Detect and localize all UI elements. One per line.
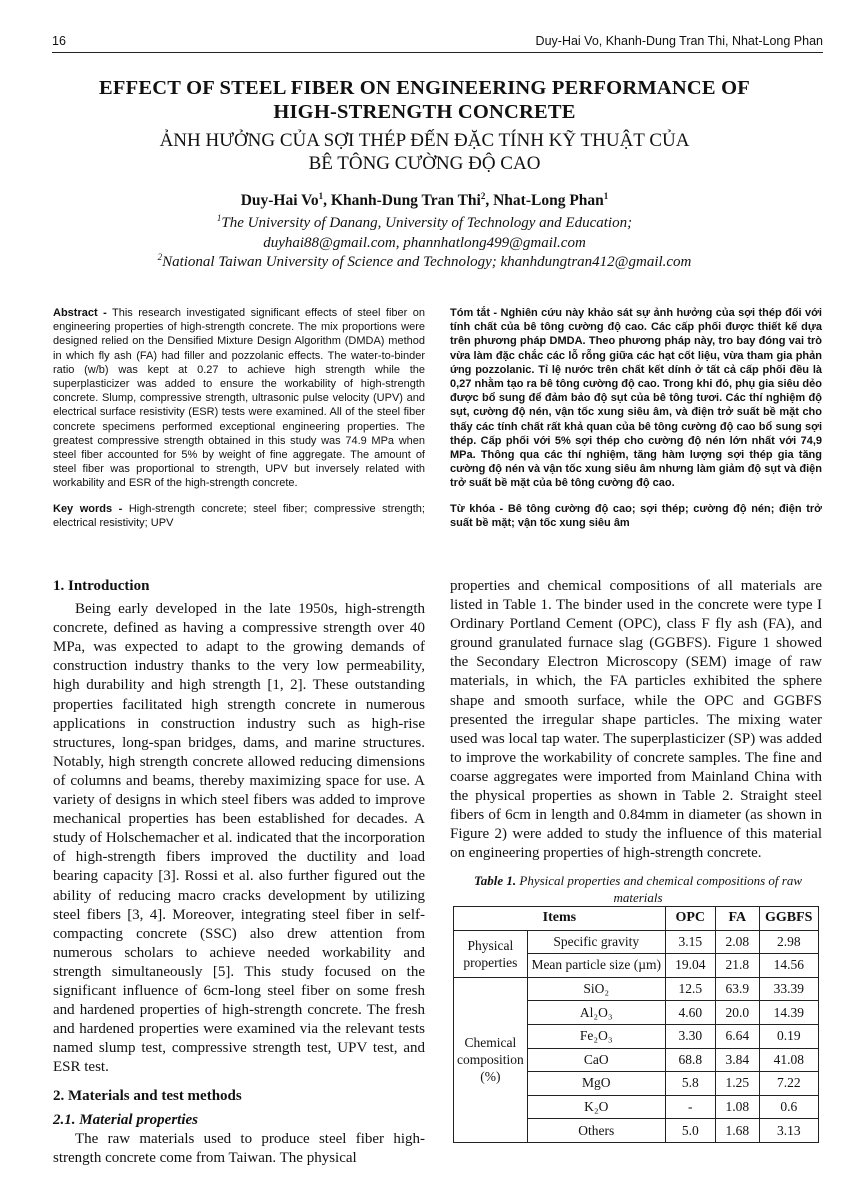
table-row bbox=[454, 977, 819, 1001]
header-rule bbox=[52, 52, 823, 53]
right-column-paragraph: properties and chemical compositions of all materials are listed in Table 1. The binder used in the concrete were type I Ordinary Portland Cement (OPC), class F fly ash (FA), and ground granulated furnace slag (GGBFS). Figure 1 showed the Secondary Electron Microscopy (SEM) image of raw materials, in which, the FA particles exhibited the sphere shape and smooth surface, while the OPC and GGBFS presented the irregular shape particles. The mixing water used was local tap water. The superplasticizer (SP) was added to improve the workability of concrete samples. The fine and coarse aggregates were imported from Mainland China with the physical properties as shown in Table 2. Straight steel fibers of 6cm in length and 0.84mm in diameter (as shown in Figure 2) were added to study the influence of this material on engineering properties of high-strength concrete. bbox=[450, 578, 822, 862]
abstract-vietnamese bbox=[450, 306, 822, 530]
cell-fa: 20.0 bbox=[715, 1001, 759, 1025]
running-head: Duy-Hai Vo, Khanh-Dung Tran Thi, Nhat-Long Phan bbox=[535, 34, 823, 48]
page-header bbox=[52, 34, 823, 52]
group-physical: Physical properties bbox=[454, 930, 528, 977]
cell-opc: 4.60 bbox=[665, 1001, 715, 1025]
cell-opc: 12.5 bbox=[665, 977, 715, 1001]
header-ggbfs: GGBFS bbox=[759, 907, 818, 931]
row-item: Others bbox=[527, 1119, 665, 1143]
author-1: Duy-Hai Vo bbox=[240, 192, 319, 209]
cell-ggbfs: 3.13 bbox=[759, 1119, 818, 1143]
cell-fa: 3.84 bbox=[715, 1048, 759, 1072]
header-fa: FA bbox=[715, 907, 759, 931]
abstract-english bbox=[53, 306, 425, 530]
row-item: K₂O bbox=[527, 1095, 665, 1119]
header-items: Items bbox=[454, 907, 666, 931]
cell-opc: 3.15 bbox=[665, 930, 715, 954]
section-1-title: 1. Introduction bbox=[53, 578, 150, 594]
row-item: Specific gravity bbox=[527, 930, 665, 954]
tom-tat-label: Tóm tắt - bbox=[450, 307, 498, 319]
cell-ggbfs: 41.08 bbox=[759, 1048, 818, 1072]
cell-ggbfs: 7.22 bbox=[759, 1072, 818, 1096]
cell-ggbfs: 0.19 bbox=[759, 1024, 818, 1048]
cell-ggbfs: 0.6 bbox=[759, 1095, 818, 1119]
cell-opc: 19.04 bbox=[665, 954, 715, 978]
group-chemical: Chemical composition (%) bbox=[454, 977, 528, 1142]
table-row bbox=[454, 930, 819, 954]
right-column bbox=[450, 577, 822, 863]
author-2: Khanh-Dung Tran Thi bbox=[330, 192, 481, 209]
row-item: MgO bbox=[527, 1072, 665, 1096]
author-list: Duy-Hai Vo$^1$, Khanh-Dung Tran Thi$^2$, Nhat-Long Phan$^1$ bbox=[240, 190, 609, 209]
cell-fa: 2.08 bbox=[715, 930, 759, 954]
table-1 bbox=[453, 906, 819, 1143]
cell-fa: 63.9 bbox=[715, 977, 759, 1001]
header-opc: OPC bbox=[665, 907, 715, 931]
row-item: Al₂O₃ bbox=[527, 1001, 665, 1025]
affiliation-1-emails: duyhai88@gmail.com, phannhatlong499@gmail.com bbox=[263, 234, 586, 251]
abstract-label: Abstract - bbox=[53, 307, 107, 319]
cell-fa: 21.8 bbox=[715, 954, 759, 978]
row-item: Fe₂O₃ bbox=[527, 1024, 665, 1048]
author-3: Nhat-Long Phan bbox=[493, 192, 604, 209]
cell-fa: 1.08 bbox=[715, 1095, 759, 1119]
table-1-label: Table 1. bbox=[474, 873, 517, 888]
table-1-caption bbox=[452, 872, 824, 906]
section-1-paragraph: Being early developed in the late 1950s, high-strength concrete, defined as having a compressive strength over 40 MPa, was expected to adapt to the growing demands of construction industry thanks to the very low permeability, high durability and high strength [1, 2]. These outstanding properties facilitated high strength concrete in numerous applications in construction industry such as high-rise structures, long-span bridges, dams, and marine structures. Notably, high strength concrete allowed reducing dimensions of columns and beams, thereby maximizing space for use. A variety of designs in which steel fibers was added to improve mechanical properties has been established for decades. A study of Holschemacher et al. indicated that the incorporation of high-strength fibers improved the ductility and load bearing capacity [3]. Rossi et al. also further figured out the ability of reducing macro cracks development by utilizing steel fibers [3, 4]. Moreover, integrating steel fiber in self-compacting concrete (SSC) also drew attention from numerous scholars to achieve needed workability and strength simultaneously [5]. This study focused on the significant influence of 6cm-long steel fiber on some fresh and hardened properties of high-strength concrete. The fresh and hardened properties were examined via the relevant tests named slump test, compressive strength test, UPV test, and ESR test. bbox=[53, 601, 425, 1076]
section-2-title: 2. Materials and test methods bbox=[53, 1088, 242, 1105]
affiliation-2: National Taiwan University of Science and Technology; khanhdungtran412@gmail.com bbox=[162, 254, 692, 270]
cell-opc: 5.8 bbox=[665, 1072, 715, 1096]
row-item: Mean particle size (µm) bbox=[527, 954, 665, 978]
left-column bbox=[53, 577, 425, 1168]
tom-tat-text: Nghiên cứu này khảo sát sự ảnh hưởng của sợi thép đối với tính chất của bê tông cường độ cao. Các cấp phối được thiết kế dựa trên phương pháp DMDA. Theo phương pháp này, tro bay đóng vai trò vừa làm đặc chắc các lỗ rỗng giữa các hạt cốt liệu, vừa tham gia phản ứng pozzolanic. Tỉ lệ nước trên chất kết dính ở tất cả cấp phối đều là 0,27 nhằm tạo ra bê tông cường độ cao. Trong khi đó, phụ gia siêu dẻo được bổ sung để đảm bảo độ sụt của bê tông tươi. Các thí nghiệm độ sụt, cường độ nén, vận tốc xung siêu âm, và điện trở suất bề mặt cho thấy các tính chất rất khả quan của bê tông cường độ cao bổ sung sợi thép. Cấp phối với 5% sợi thép cho cường độ nén lớn nhất với 74,9 MPa. Thông qua các thí nghiệm, tăng hàm lượng sợi thép gia tăng cường độ nén và vận tốc xung siêu âm nhưng làm giảm độ sụt và điện trở suất bề mặt của bê tông cường độ cao. bbox=[450, 307, 822, 490]
vietnamese-title bbox=[40, 129, 809, 175]
aff2-sup: 2 bbox=[157, 252, 163, 262]
cell-opc: 5.0 bbox=[665, 1119, 715, 1143]
author-1-sup: 1 bbox=[318, 190, 324, 201]
title-line-2: HIGH-STRENGTH CONCRETE bbox=[273, 101, 576, 123]
affiliations bbox=[40, 214, 809, 273]
paper-title bbox=[40, 76, 809, 124]
cell-opc: 3.30 bbox=[665, 1024, 715, 1048]
row-item: SiO₂ bbox=[527, 977, 665, 1001]
row-item: CaO bbox=[527, 1048, 665, 1072]
page-number: 16 bbox=[52, 34, 66, 48]
cell-ggbfs: 14.56 bbox=[759, 954, 818, 978]
section-2-1-paragraph: The raw materials used to produce steel fiber high-strength concrete come from Taiwan. The physical bbox=[53, 1130, 425, 1166]
keywords-text: High-strength concrete; steel fiber; compressive strength; electrical resistivity; UPV bbox=[53, 502, 425, 529]
vn-title-line-1: ẢNH HƯỞNG CỦA SỢI THÉP ĐẾN ĐẶC TÍNH KỸ THUẬT CỦA bbox=[159, 130, 690, 151]
cell-fa: 1.68 bbox=[715, 1119, 759, 1143]
cell-opc: 68.8 bbox=[665, 1048, 715, 1072]
cell-fa: 6.64 bbox=[715, 1024, 759, 1048]
title-line-1: EFFECT OF STEEL FIBER ON ENGINEERING PERFORMANCE OF bbox=[99, 77, 750, 99]
tu-khoa-label: Từ khóa - bbox=[450, 502, 504, 515]
affiliation-1: The University of Danang, University of Technology and Education; bbox=[221, 215, 633, 231]
section-2-1-title: 2.1. Material properties bbox=[53, 1111, 198, 1128]
cell-ggbfs: 33.39 bbox=[759, 977, 818, 1001]
vn-title-line-2: BÊ TÔNG CƯỜNG ĐỘ CAO bbox=[308, 153, 541, 174]
author-3-sup: 1 bbox=[603, 190, 609, 201]
table-header-row bbox=[454, 907, 819, 931]
table-1-caption-text: Physical properties and chemical compositions of raw materials bbox=[519, 873, 802, 905]
cell-ggbfs: 14.39 bbox=[759, 1001, 818, 1025]
cell-opc: - bbox=[665, 1095, 715, 1119]
abstract-text: This research investigated significant effects of steel fiber on engineering properties of high-strength concrete. The mix proportions were designed relied on the Densified Mixture Design Algorithm (DMDA) method in which fly ash (FA) had filler and pozzolanic effects. The water-to-binder ratio (w/b) was kept at 0.27 to achieve high strength while the superplasticizer was added to ensure the workability of high-strength concrete. Slump, compressive strength, ultrasonic pulse velocity (UPV) and electrical surface resistivity (ESR) tests were examined. All of the steel fiber concrete specimens performed exceptional engineering properties. The greatest compressive strength obtained in this study was 74.9 MPa when steel fiber accounted for 5% by weight of fine aggregate. The amount of steel fiber was proportional to strength, UPV but inversely related with workability and ESR of the high-strength concrete. bbox=[53, 307, 425, 490]
cell-fa: 1.25 bbox=[715, 1072, 759, 1096]
aff1-sup: 1 bbox=[216, 213, 222, 223]
cell-ggbfs: 2.98 bbox=[759, 930, 818, 954]
tu-khoa-text: Bê tông cường độ cao; sợi thép; cường độ nén; điện trở suất bề mặt; vận tốc xung siêu âm bbox=[450, 502, 822, 529]
author-2-sup: 2 bbox=[480, 190, 486, 201]
keywords-label: Key words - bbox=[53, 502, 123, 515]
